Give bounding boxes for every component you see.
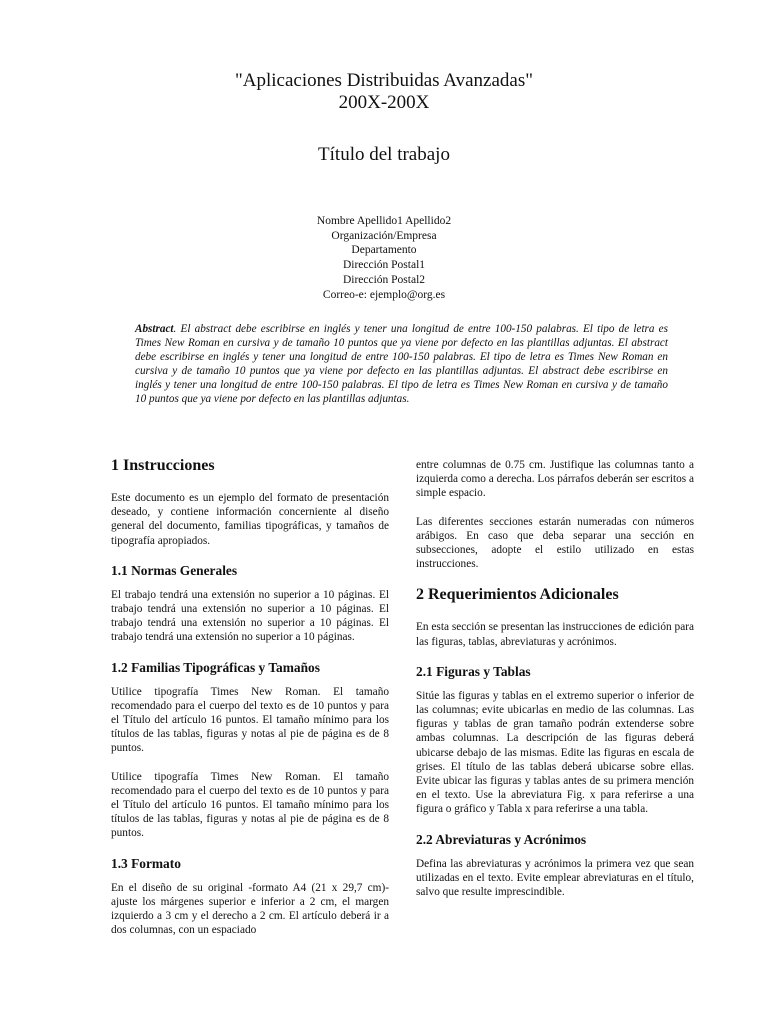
section-2-paragraph: En esta sección se presentan las instrucciones de edición para las figuras, tablas, abreviaturas y acrónimos. <box>416 621 694 648</box>
subsection-heading-2-2: 2.2 Abreviaturas y Acrónimos <box>416 831 587 847</box>
section-1-paragraph: Este documento es un ejemplo del formato de presentación deseado, y contiene información concerniente al diseño general del documento, familias tipográficas, y tamaños de tipografía apropiados. <box>111 492 389 547</box>
conference-years: 200X-200X <box>338 92 430 113</box>
paper-title: Título del trabajo <box>318 144 450 165</box>
section-heading-1: 1 Instrucciones <box>111 457 215 474</box>
subsection-heading-1-2: 1.2 Familias Tipográficas y Tamaños <box>111 659 320 675</box>
subsection-1-1-paragraph: El trabajo tendrá una extensión no superior a 10 páginas. El trabajo tendrá una extensión no superior a 10 páginas. El trabajo tendrá una extensión no superior a 10 páginas. El trabajo tendrá una extensión no superior a 10 páginas. <box>111 588 389 644</box>
author-email: Correo-e: ejemplo@org.es <box>322 288 446 301</box>
author-organization: Organización/Empresa <box>331 229 437 242</box>
author-name: Nombre Apellido1 Apellido2 <box>316 215 452 227</box>
section-heading-2: 2 Requerimientos Adicionales <box>416 586 619 604</box>
author-address-1: Dirección Postal1 <box>342 259 426 272</box>
subsection-1-3-paragraph-1: En el diseño de su original -formato A4 (21 x 29,7 cm)- ajuste los márgenes superior e inferior a 2 cm, el margen izquierdo a 3 cm y el derecho a 2 cm. El artículo deberá ir a dos columnas, con un espaciado <box>111 881 389 937</box>
abstract-label: Abstract <box>135 323 174 335</box>
subsection-1-3-paragraph-2: Las diferentes secciones estarán numeradas con números arábigos. En caso que deba separar una sección en subsecciones, adopte el estilo utilizado en estas instrucciones. <box>416 515 694 571</box>
conference-name: "Aplicaciones Distribuidas Avanzadas" <box>235 70 533 91</box>
right-column <box>416 458 694 913</box>
author-department: Departamento <box>351 244 417 257</box>
subsection-heading-1-1: 1.1 Normas Generales <box>111 562 238 578</box>
subsection-heading-1-3: 1.3 Formato <box>111 855 181 871</box>
document-header <box>0 70 768 114</box>
subsection-2-2-paragraph: Defina las abreviaturas y acrónimos la primera vez que sean utilizadas en el texto. Evite emplear abreviaturas en el título, salvo que resulte imprescindible. <box>416 857 694 899</box>
left-column <box>111 456 389 951</box>
author-block <box>0 214 768 302</box>
subsection-2-1-paragraph: Sitúe las figuras y tablas en el extremo superior o inferior de las columnas; evite ubicarlas en medio de las columnas. Las figuras y tablas de gran tamaño podrán extenderse sobre ambas columnas. La descripción de las figuras deberá ubicarse debajo de las mismas. Edite las figuras en escala de grises. El título de las tablas deberá ubicarse sobre ellas. Evite ubicar las figuras y tablas antes de su primera mención en el texto. Use la abreviatura Fig. x para referirse a una figura o gráfico y Tabla x para referirse a una tabla. <box>416 689 694 816</box>
author-address-2: Dirección Postal2 <box>342 273 426 286</box>
abstract-text: . El abstract debe escribirse en inglés y tener una longitud de entre 100-150 palabras. El tipo de letra es Times New Roman en cursiva y de tamaño 10 puntos que ya viene por defecto en las plantillas adjuntas. El abstract debe escribirse en inglés y tener una longitud de entre 100-150 palabras. El tipo de letra es Times New Roman en cursiva y de tamaño 10 puntos que ya viene por defecto en las plantillas adjuntas. El abstract debe escribirse en inglés y tener una longitud de entre 100-150 palabras. El tipo de letra es Times New Roman en cursiva y de tamaño 10 puntos que ya viene por defecto en las plantillas adjuntas. <box>135 323 668 405</box>
abstract <box>135 323 668 406</box>
subsection-1-3-paragraph-1-continued: entre columnas de 0.75 cm. Justifique las columnas tanto a izquierda como a derecha. Los párrafos deberán ser escritos a simple espacio. <box>416 459 694 500</box>
subsection-heading-2-1: 2.1 Figuras y Tablas <box>416 663 531 679</box>
subsection-1-2-paragraph-1: Utilice tipografía Times New Roman. El tamaño recomendado para el cuerpo del texto es de 10 puntos y para el Título del artículo 16 puntos. El tamaño mínimo para los títulos de las tablas, figuras y notas al pie de página es de 8 puntos. <box>111 685 389 755</box>
subsection-1-2-paragraph-2: Utilice tipografía Times New Roman. El tamaño recomendado para el cuerpo del texto es de 10 puntos y para el Título del artículo 16 puntos. El tamaño mínimo para los títulos de las tablas, figuras y notas al pie de página es de 8 puntos. <box>111 770 389 840</box>
